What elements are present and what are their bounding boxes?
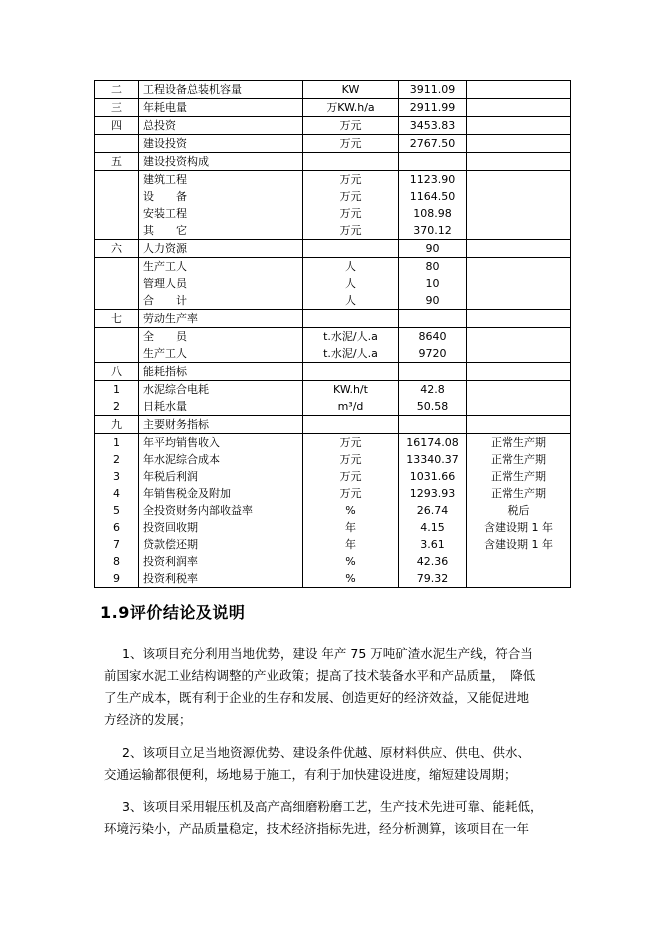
table-cell-c2: 管理人员 [139, 275, 303, 292]
table-cell-c1: 4 [95, 485, 139, 502]
paragraph-line: 交通运输都很便利，场地易于施工，有利于加快建设进度，缩短建设周期； [104, 767, 517, 782]
table-cell-c5: 正常生产期 [467, 434, 571, 452]
table-cell-c4: 9720 [399, 345, 467, 363]
table-cell-c5 [467, 328, 571, 346]
table-cell-c3: 万元 [303, 222, 399, 240]
table-cell-c2: 日耗水量 [139, 398, 303, 416]
table-cell-c3: % [303, 570, 399, 588]
table-cell-c1 [95, 328, 139, 346]
table-cell-c3: 万元 [303, 135, 399, 153]
table-cell-c5: 正常生产期 [467, 468, 571, 485]
table-cell-c2: 投资利税率 [139, 570, 303, 588]
table-cell-c1: 二 [95, 81, 139, 99]
table-row [95, 451, 571, 468]
table-cell-c4: 108.98 [399, 205, 467, 222]
paragraph-line: 2、该项目立足当地资源优势、建设条件优越、原材料供应、供电、供水、 [122, 745, 530, 760]
table-cell-c3: 万元 [303, 205, 399, 222]
table-row [95, 171, 571, 189]
table-cell-c2: 建设投资 [139, 135, 303, 153]
table-cell-c3: 万元 [303, 468, 399, 485]
table-cell-c2: 总投资 [139, 117, 303, 135]
table-cell-c2: 合 计 [139, 292, 303, 310]
table-cell-c5 [467, 135, 571, 153]
table-cell-c5 [467, 81, 571, 99]
table-cell-c5 [467, 188, 571, 205]
table-cell-c5 [467, 117, 571, 135]
table-cell-c1: 2 [95, 451, 139, 468]
table-cell-c1 [95, 292, 139, 310]
table-cell-c4: 1293.93 [399, 485, 467, 502]
table-cell-c1: 七 [95, 310, 139, 328]
table-cell-c2: 主要财务指标 [139, 416, 303, 434]
table-row [95, 99, 571, 117]
table-cell-c5 [467, 345, 571, 363]
table-cell-c5 [467, 275, 571, 292]
table-cell-c1: 五 [95, 153, 139, 171]
table-cell-c3: 年 [303, 536, 399, 553]
paragraph-line: 前国家水泥工业结构调整的产业政策；提高了技术装备水平和产品质量， 降低 [104, 668, 536, 683]
table-cell-c1: 1 [95, 381, 139, 399]
table-cell-c5: 含建设期 1 年 [467, 519, 571, 536]
table-cell-c5 [467, 416, 571, 434]
table-cell-c5 [467, 153, 571, 171]
table-cell-c4: 2767.50 [399, 135, 467, 153]
table-row [95, 381, 571, 399]
table-cell-c3: 万元 [303, 451, 399, 468]
table-cell-c5 [467, 258, 571, 276]
table-row [95, 222, 571, 240]
table-cell-c4 [399, 363, 467, 381]
table-row [95, 398, 571, 416]
table-row [95, 485, 571, 502]
table-cell-c1 [95, 188, 139, 205]
table-cell-c4: 8640 [399, 328, 467, 346]
paragraph-line: 3、该项目采用辊压机及高产高细磨粉磨工艺，生产技术先进可靠、能耗低， [122, 799, 543, 814]
table-cell-c5 [467, 240, 571, 258]
table-cell-c4: 26.74 [399, 502, 467, 519]
table-cell-c5 [467, 99, 571, 117]
table-cell-c3: KW.h/t [303, 381, 399, 399]
table-cell-c2: 年平均销售收入 [139, 434, 303, 452]
table-cell-c4: 79.32 [399, 570, 467, 588]
table-cell-c3: 万元 [303, 188, 399, 205]
table-cell-c2: 水泥综合电耗 [139, 381, 303, 399]
table-cell-c4: 10 [399, 275, 467, 292]
table-cell-c3: t.水泥/人.a [303, 328, 399, 346]
table-cell-c3: % [303, 502, 399, 519]
table-cell-c5: 正常生产期 [467, 485, 571, 502]
table-cell-c5: 税后 [467, 502, 571, 519]
table-cell-c2: 人力资源 [139, 240, 303, 258]
table-cell-c4: 90 [399, 240, 467, 258]
table-cell-c2: 建设投资构成 [139, 153, 303, 171]
table-cell-c4: 16174.08 [399, 434, 467, 452]
table-cell-c3: t.水泥/人.a [303, 345, 399, 363]
project-indicator-table [94, 80, 571, 588]
table-cell-c2: 能耗指标 [139, 363, 303, 381]
table-body [95, 81, 571, 588]
table-cell-c4: 13340.37 [399, 451, 467, 468]
table-row [95, 292, 571, 310]
table-cell-c3: 万元 [303, 485, 399, 502]
table-cell-c3: 万元 [303, 117, 399, 135]
table-row [95, 434, 571, 452]
table-cell-c5 [467, 553, 571, 570]
paragraph-2 [104, 742, 574, 786]
table-cell-c1 [95, 258, 139, 276]
table-cell-c3 [303, 240, 399, 258]
table-cell-c3: 人 [303, 258, 399, 276]
table-row [95, 536, 571, 553]
table-cell-c3: 年 [303, 519, 399, 536]
paragraph-line: 了生产成本，既有利于企业的生存和发展、创造更好的经济效益，又能促进地 [104, 690, 530, 705]
table-cell-c4: 80 [399, 258, 467, 276]
table-cell-c4: 2911.99 [399, 99, 467, 117]
table-cell-c2: 年税后利润 [139, 468, 303, 485]
table-cell-c1 [95, 171, 139, 189]
table-row [95, 363, 571, 381]
table-cell-c3: m³/d [303, 398, 399, 416]
table-cell-c1: 7 [95, 536, 139, 553]
table-cell-c5 [467, 222, 571, 240]
table-cell-c1: 2 [95, 398, 139, 416]
table-cell-c4 [399, 416, 467, 434]
table-cell-c4: 50.58 [399, 398, 467, 416]
table-cell-c4: 42.36 [399, 553, 467, 570]
section-title: 1.9评价结论及说明 [100, 603, 246, 622]
table-cell-c2: 设 备 [139, 188, 303, 205]
table-cell-c3: % [303, 553, 399, 570]
table-cell-c3 [303, 153, 399, 171]
table-cell-c2: 工程设备总装机容量 [139, 81, 303, 99]
table-cell-c1: 四 [95, 117, 139, 135]
table-row [95, 570, 571, 588]
table-cell-c2: 建筑工程 [139, 171, 303, 189]
table-cell-c2: 其 它 [139, 222, 303, 240]
table-row [95, 275, 571, 292]
table-cell-c3: 人 [303, 275, 399, 292]
table-cell-c4 [399, 310, 467, 328]
table-cell-c1: 1 [95, 434, 139, 452]
table-cell-c3: 万元 [303, 171, 399, 189]
paragraph-3 [104, 796, 574, 840]
table-cell-c1 [95, 222, 139, 240]
table-cell-c1: 3 [95, 468, 139, 485]
table-cell-c5 [467, 363, 571, 381]
table-row [95, 81, 571, 99]
table-cell-c2: 全 员 [139, 328, 303, 346]
table-cell-c4: 42.8 [399, 381, 467, 399]
table-row [95, 117, 571, 135]
table-cell-c4: 1031.66 [399, 468, 467, 485]
table-row [95, 188, 571, 205]
table-cell-c4: 3911.09 [399, 81, 467, 99]
table-row [95, 153, 571, 171]
table-cell-c1 [95, 275, 139, 292]
table-cell-c1 [95, 135, 139, 153]
table-cell-c4: 4.15 [399, 519, 467, 536]
table-cell-c3: 人 [303, 292, 399, 310]
table-row [95, 553, 571, 570]
table-cell-c4 [399, 153, 467, 171]
table-row [95, 416, 571, 434]
table-cell-c1: 8 [95, 553, 139, 570]
table-cell-c3: KW [303, 81, 399, 99]
table-cell-c5 [467, 292, 571, 310]
table-cell-c4: 1164.50 [399, 188, 467, 205]
table-cell-c2: 投资利润率 [139, 553, 303, 570]
table-cell-c2: 年水泥综合成本 [139, 451, 303, 468]
table-row [95, 258, 571, 276]
table-cell-c2: 生产工人 [139, 258, 303, 276]
table-cell-c2: 年销售税金及附加 [139, 485, 303, 502]
table-cell-c4: 3.61 [399, 536, 467, 553]
table-row [95, 468, 571, 485]
table-cell-c4: 370.12 [399, 222, 467, 240]
table-cell-c3 [303, 310, 399, 328]
table-cell-c2: 贷款偿还期 [139, 536, 303, 553]
table-cell-c1: 三 [95, 99, 139, 117]
table-row [95, 240, 571, 258]
table-cell-c5 [467, 171, 571, 189]
table-row [95, 135, 571, 153]
table-cell-c5 [467, 205, 571, 222]
table-cell-c1: 八 [95, 363, 139, 381]
table-cell-c2: 生产工人 [139, 345, 303, 363]
table-cell-c1 [95, 345, 139, 363]
paragraph-line: 环境污染小，产品质量稳定，技术经济指标先进，经分析测算，该项目在一年 [104, 821, 530, 836]
table-row [95, 502, 571, 519]
table-row [95, 519, 571, 536]
table-cell-c2: 年耗电量 [139, 99, 303, 117]
table-row [95, 345, 571, 363]
table-row [95, 310, 571, 328]
table-cell-c5 [467, 570, 571, 588]
table-cell-c1: 6 [95, 519, 139, 536]
table-cell-c2: 投资回收期 [139, 519, 303, 536]
paragraph-line: 方经济的发展； [104, 712, 192, 727]
table-cell-c1: 5 [95, 502, 139, 519]
table-cell-c1: 9 [95, 570, 139, 588]
table-cell-c1 [95, 205, 139, 222]
table-cell-c5: 正常生产期 [467, 451, 571, 468]
table-cell-c4: 3453.83 [399, 117, 467, 135]
table-cell-c5 [467, 310, 571, 328]
table-cell-c5 [467, 381, 571, 399]
table-row [95, 328, 571, 346]
table-row [95, 205, 571, 222]
table-cell-c1: 九 [95, 416, 139, 434]
table-cell-c3 [303, 363, 399, 381]
table-cell-c5: 含建设期 1 年 [467, 536, 571, 553]
table-cell-c2: 全投资财务内部收益率 [139, 502, 303, 519]
table-cell-c4: 90 [399, 292, 467, 310]
table-cell-c3 [303, 416, 399, 434]
table-cell-c4: 1123.90 [399, 171, 467, 189]
table-cell-c2: 劳动生产率 [139, 310, 303, 328]
paragraph-1 [104, 643, 574, 731]
paragraph-line: 1、该项目充分利用当地优势，建设 年产 75 万吨矿渣水泥生产线，符合当 [122, 646, 533, 661]
table-cell-c5 [467, 398, 571, 416]
table-cell-c2: 安装工程 [139, 205, 303, 222]
table-cell-c3: 万元 [303, 434, 399, 452]
table-cell-c1: 六 [95, 240, 139, 258]
table-cell-c3: 万KW.h/a [303, 99, 399, 117]
